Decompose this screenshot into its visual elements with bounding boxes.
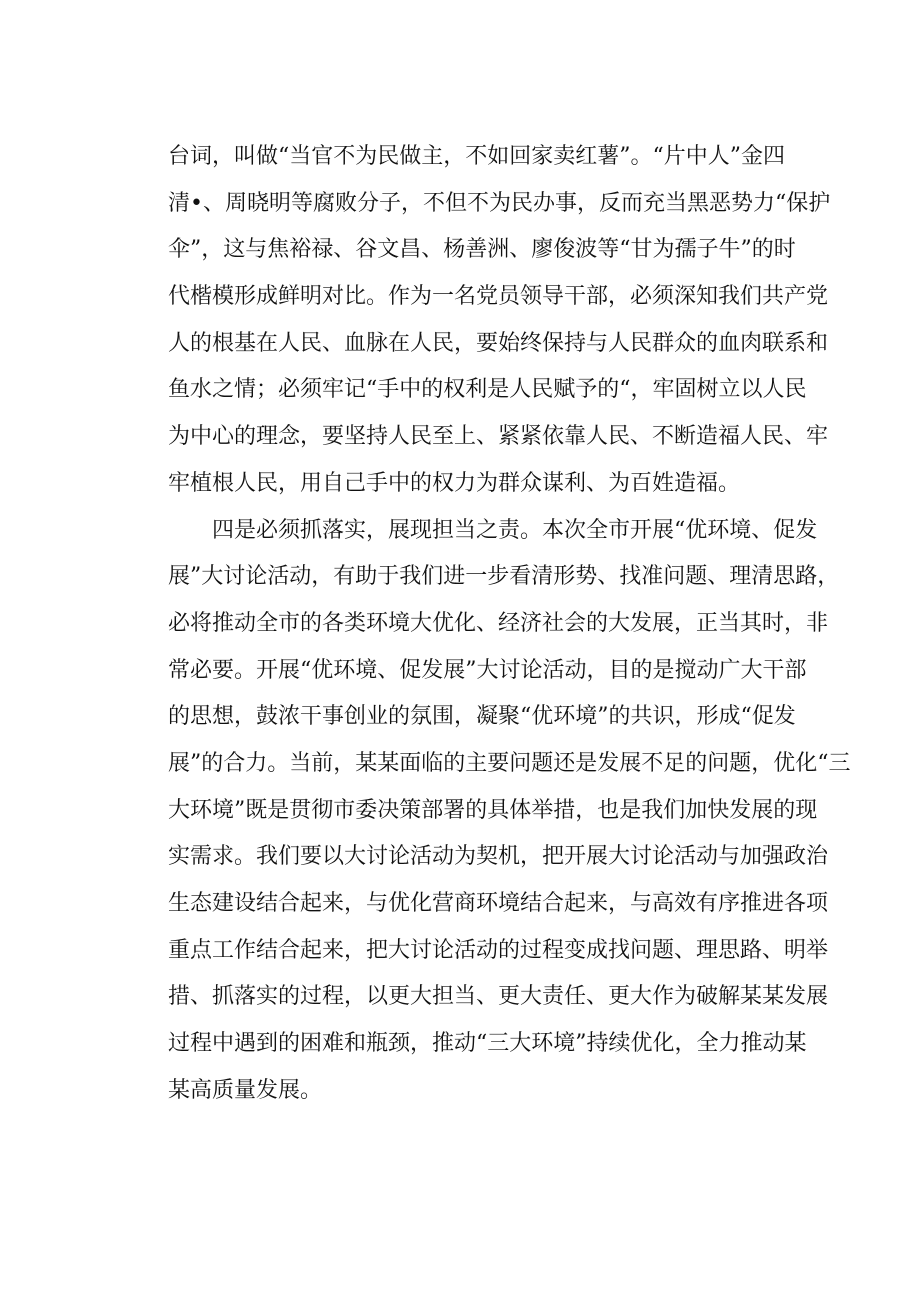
text-line: 重点工作结合起来，把大讨论活动的过程变成找问题、理思路、明举 xyxy=(168,937,829,963)
text-line: 代楷模形成鲜明对比。作为一名党员领导干部，必须深知我们共产党 xyxy=(168,284,829,310)
text-line: 展”大讨论活动，有助于我们进一步看清形势、找准问题、理清思路， xyxy=(168,564,840,590)
paragraph-1 xyxy=(168,134,831,508)
text-line: 常必要。开展“优环境、促发展”大讨论活动，目的是搅动广大干部 xyxy=(168,657,807,683)
body-text xyxy=(168,134,851,1114)
text-line: 伞”，这与焦裕禄、谷文昌、杨善洲、廖俊波等“甘为孺子牛”的时 xyxy=(168,237,796,263)
text-line: 展”的合力。当前，某某面临的主要问题还是发展不足的问题，优化“三 xyxy=(168,750,851,776)
text-line: 生态建设结合起来，与优化营商环境结合起来，与高效有序推进各项 xyxy=(168,891,829,916)
text-line: 清•、周晓明等腐败分子，不但不为民办事，反而充当黑恶势力“保护 xyxy=(168,190,831,216)
text-line: 牢植根人民，用自己手中的权力为群众谋利、为百姓造福。 xyxy=(168,470,741,496)
text-line: 台词，叫做“当官不为民做主，不如回家卖红薯”。“片中人”金四 xyxy=(168,144,785,169)
text-line: 措、抓落实的过程，以更大担当、更大责任、更大作为破解某某发展 xyxy=(168,984,829,1010)
text-line: 鱼水之情；必须牢记“手中的权利是人民赋予的“，牢固树立以人民 xyxy=(168,377,807,403)
text-line: 实需求。我们要以大讨论活动为契机，把开展大讨论活动与加强政治 xyxy=(168,844,829,870)
text-line: 某高质量发展。 xyxy=(168,1077,323,1103)
paragraph-2 xyxy=(168,508,851,1115)
text-line: 四是必须抓落实，展现担当之责。本次全市开展“优环境、促发 xyxy=(168,517,818,543)
text-line: 人的根基在人民、血脉在人民，要始终保持与人民群众的血肉联系和 xyxy=(168,330,829,356)
text-line: 大环境”既是贯彻市委决策部署的具体举措，也是我们加快发展的现 xyxy=(168,797,818,823)
text-line: 为中心的理念，要坚持人民至上、紧紧依靠人民、不断造福人民、牢 xyxy=(168,424,829,450)
text-line: 过程中遇到的困难和瓶颈，推动“三大环境”持续优化，全力推动某 xyxy=(168,1031,807,1057)
text-line: 必将推动全市的各类环境大优化、经济社会的大发展，正当其时，非 xyxy=(168,610,829,636)
text-line: 的思想，鼓浓干事创业的氛围，凝聚“优环境”的共识，形成“促发 xyxy=(168,704,796,730)
